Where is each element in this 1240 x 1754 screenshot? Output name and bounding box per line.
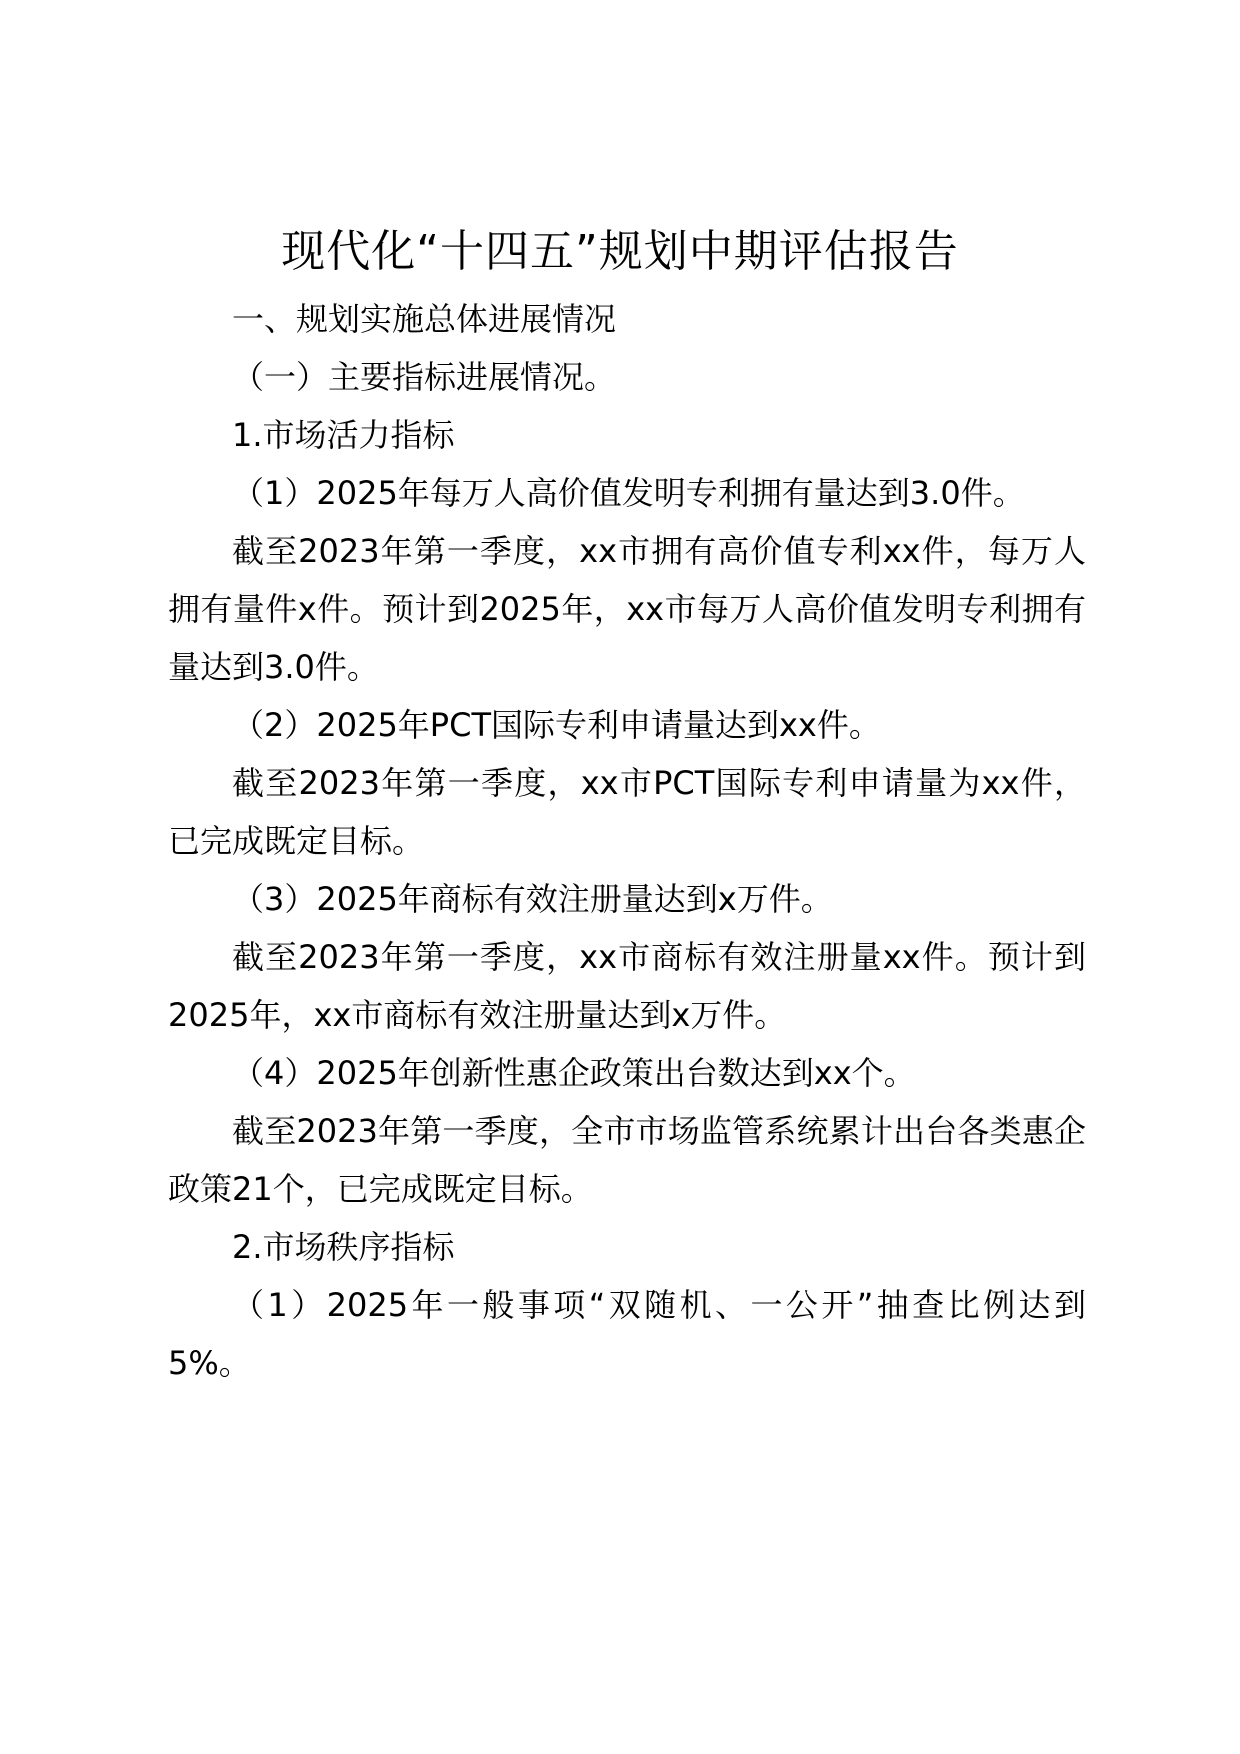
indicator-item: （4）2025年创新性惠企政策出台数达到xx个。 — [232, 1054, 916, 1092]
subsection-heading: （一）主要指标进展情况。 — [232, 358, 617, 396]
indicator-progress-paragraph: 截至2023年第一季度，全市市场监管系统累计出台各类惠企政策21个，已完成既定目标。 — [168, 1112, 1086, 1208]
indicator-progress-paragraph: 截至2023年第一季度，xx市商标有效注册量xx件。预计到2025年，xx市商标有效注册量达到x万件。 — [168, 938, 1086, 1034]
document-body — [168, 290, 1086, 1392]
indicator-item: （2）2025年PCT国际专利申请量达到xx件。 — [232, 706, 881, 744]
indicator-progress-paragraph: 截至2023年第一季度，xx市拥有高价值专利xx件，每万人拥有量件x件。预计到2025年，xx市每万人高价值发明专利拥有量达到3.0件。 — [168, 532, 1086, 686]
indicator-progress-paragraph: 截至2023年第一季度，xx市PCT国际专利申请量为xx件，已完成既定目标。 — [168, 764, 1086, 860]
indicator-category-heading: 1.市场活力指标 — [232, 416, 455, 454]
indicator-category-heading: 2.市场秩序指标 — [232, 1228, 455, 1266]
indicator-item: （3）2025年商标有效注册量达到x万件。 — [232, 880, 833, 918]
indicator-item: （1）2025年一般事项“双随机、一公开”抽查比例达到5%。 — [168, 1286, 1086, 1382]
section-heading: 一、规划实施总体进展情况 — [232, 300, 617, 338]
indicator-item: （1）2025年每万人高价值发明专利拥有量达到3.0件。 — [232, 474, 1025, 512]
document-title: 现代化“十四五”规划中期评估报告 — [281, 226, 959, 277]
